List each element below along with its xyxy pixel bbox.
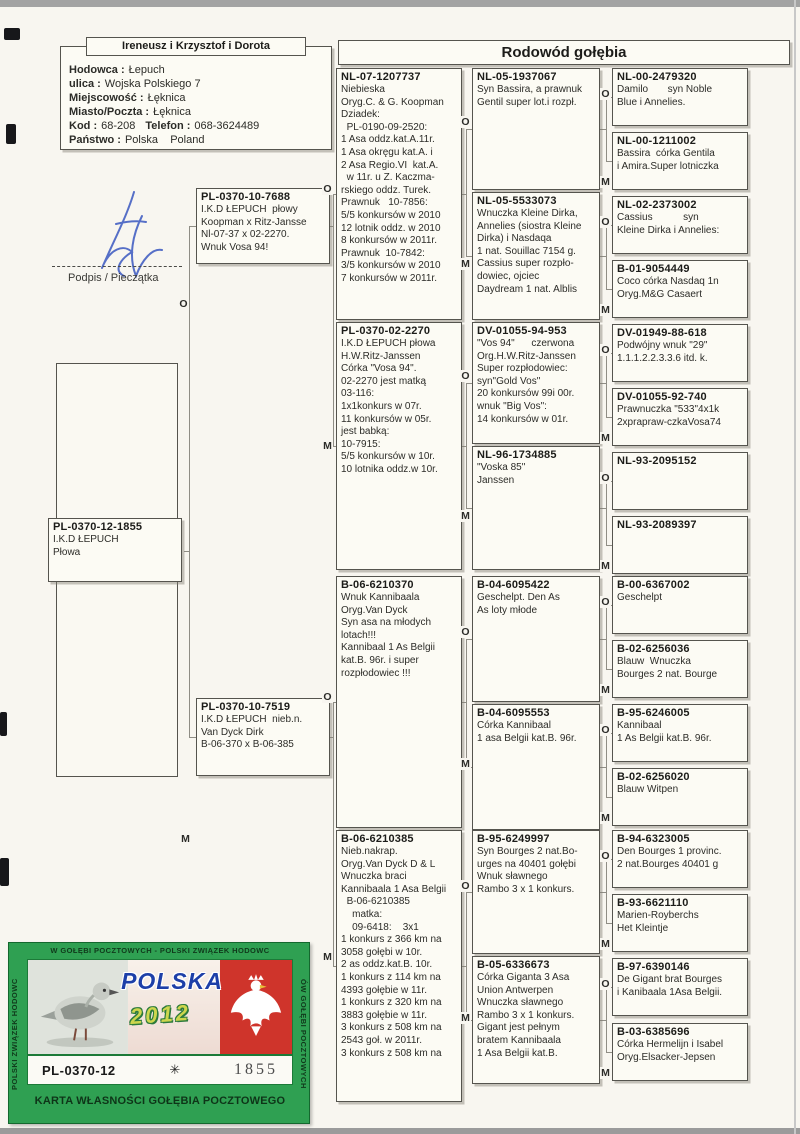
pedigree-notes: Damilo syn Noble Blue i Annelies. <box>617 84 713 108</box>
connector-line <box>189 226 190 737</box>
pedigree-box <box>612 640 748 698</box>
pedigree-box <box>472 956 600 1084</box>
pedigree-box <box>612 958 748 1016</box>
pedigree-notes: Marien-Royberchs Het Kleintje <box>617 910 699 934</box>
connector-line <box>606 733 607 797</box>
card-border-text-right: ÓW GOŁĘBI POCZTOWYCH <box>299 979 308 1089</box>
pedigree-box <box>612 516 748 574</box>
scan-edge-right <box>794 0 796 1134</box>
scan-smudge <box>4 28 20 40</box>
connector-line <box>462 702 467 703</box>
pedigree-notes: I.K.D ŁEPUCH nieb.n. Van Dyck Dirk B-06-370 x B-06-385 <box>201 714 303 751</box>
sex-marker: O <box>601 344 610 356</box>
ring-number: NL-93-2089397 <box>617 519 697 531</box>
pedigree-notes: Córka Kannibaal 1 asa Belgii kat.B. 96r. <box>477 720 577 744</box>
connector-line <box>606 481 607 545</box>
ring-number: PL-0370-02-2270 <box>341 325 431 337</box>
ownership-card <box>8 942 310 1124</box>
ring-number: B-01-9054449 <box>617 263 690 275</box>
connector-line <box>462 446 467 447</box>
connector-line <box>330 226 334 227</box>
connector-line <box>600 383 607 384</box>
ring-number: NL-93-2095152 <box>617 455 697 467</box>
connector-line <box>606 353 607 417</box>
sex-marker: O <box>601 88 610 100</box>
sex-marker: M <box>323 440 332 452</box>
ring-number: NL-07-1207737 <box>341 71 421 83</box>
pedigree-box-sire <box>196 188 330 264</box>
sex-marker: M <box>601 1067 610 1079</box>
connector-line <box>189 737 196 738</box>
pedigree-notes: Coco córka Nasdaq 1n Oryg.M&G Casaert <box>617 276 719 300</box>
field-value: 68-208 <box>101 120 136 132</box>
sex-marker: M <box>601 938 610 950</box>
pedigree-box <box>336 322 462 570</box>
sex-marker: M <box>461 258 470 270</box>
sex-marker: O <box>461 370 470 382</box>
ring-number: B-05-6336673 <box>477 959 550 971</box>
connector-line <box>600 508 607 509</box>
field-label: Kod : <box>69 120 98 132</box>
pedigree-notes: Córka Giganta 3 Asa Union Antwerpen Wnuczka sławnego Rambo 3 x 1 konkurs. Gigant jest pełnym bratem Kannibaala 1 Asa Belgii kat.B. <box>477 972 575 1059</box>
pedigree-box <box>336 576 462 828</box>
connector-line <box>600 892 607 893</box>
ring-number: B-95-6249997 <box>477 833 550 845</box>
pedigree-box <box>472 446 600 570</box>
ring-number: NL-00-2479320 <box>617 71 697 83</box>
connector-line <box>466 892 467 1020</box>
sex-marker: O <box>601 850 610 862</box>
pedigree-box <box>612 830 748 888</box>
pedigree-box <box>612 576 748 634</box>
pedigree-notes: "Voska 85" Janssen <box>477 462 526 486</box>
scan-smudge <box>6 124 16 144</box>
ring-number: B-02-6256020 <box>617 771 690 783</box>
ring-number: DV-01055-92-740 <box>617 391 707 403</box>
connector-line <box>466 639 467 767</box>
ring-number: PL-0370-12-1855 <box>53 521 143 533</box>
sex-marker: M <box>601 304 610 316</box>
sex-marker: M <box>461 758 470 770</box>
breeder-field <box>69 133 325 147</box>
pedigree-notes: De Gigant brat Bourges i Kanibaala 1Asa Belgii. <box>617 974 723 998</box>
pedigree-notes: Blauw Wnuczka Bourges 2 nat. Bourge <box>617 656 718 680</box>
pedigree-box-dam <box>196 698 330 776</box>
pedigree-notes: Bassira córka Gentila i Amira.Super lotniczka <box>617 148 719 172</box>
pedigree-box <box>472 192 600 320</box>
pedigree-notes: Syn Bassira, a prawnuk Gentil super lot.i rozpł. <box>477 84 583 108</box>
pedigree-box <box>612 324 748 382</box>
ring-number: B-06-6210385 <box>341 833 414 845</box>
ring-number: B-04-6095422 <box>477 579 550 591</box>
connector-line <box>462 966 467 967</box>
sex-marker: O <box>601 596 610 608</box>
breeder-field <box>69 77 325 91</box>
connector-line <box>600 767 607 768</box>
scan-smudge <box>0 712 7 736</box>
ring-number: NL-02-2373002 <box>617 199 697 211</box>
pedigree-notes: Córka Hermelijn i Isabel Oryg.Elsacker-Jepsen <box>617 1039 724 1063</box>
field-value: Łęknica <box>153 106 191 118</box>
pedigree-notes: Prawnuczka "533"4x1k 2xprapraw-czkaVosa74 <box>617 404 721 428</box>
sex-marker: M <box>461 510 470 522</box>
pedigree-notes: Den Bourges 1 provinc. 2 nat.Bourges 40401 g <box>617 846 722 870</box>
card-ring-row <box>27 1055 293 1085</box>
connector-line <box>466 129 467 256</box>
signature-caption: Podpis / Pieczątka <box>68 272 159 284</box>
pedigree-box <box>612 388 748 446</box>
pedigree-box <box>612 132 748 190</box>
sex-marker: M <box>601 560 610 572</box>
pedigree-notes: Geschelpt <box>617 592 663 603</box>
breeder-field <box>69 91 325 105</box>
pedigree-box <box>472 704 600 830</box>
field-label: Miejscowość : <box>69 92 144 104</box>
year-label: 2012 <box>129 999 192 1030</box>
pedigree-notes: Wnuczka Kleine Dirka, Annelies (siostra Kleine Dirka) i Nasdaqa 1 nat. Souillac 7154 g. Cassius super rozpło- dowiec, ojciec Daydream 1 nat. Alblis <box>477 208 582 295</box>
ring-number: NL-96-1734885 <box>477 449 557 461</box>
sex-marker: M <box>601 176 610 188</box>
connector-line <box>600 1020 607 1021</box>
connector-line <box>600 256 607 257</box>
ring-number: NL-00-1211002 <box>617 135 697 147</box>
pedigree-box <box>336 830 462 1102</box>
eagle-emblem <box>227 971 285 1043</box>
ring-number: DV-01949-88-618 <box>617 327 707 339</box>
ring-number: B-03-6385696 <box>617 1026 690 1038</box>
pedigree-notes: "Vos 94" czerwona Org.H.W.Ritz-Janssen Super rozpłodowiec: syn"Gold Vos" 20 konkursów 99i 00r. wnuk "Big Vos": 14 konkursów w 01r. <box>477 338 576 425</box>
sex-marker: O <box>323 691 332 703</box>
sex-marker: O <box>179 298 188 310</box>
field-label: Miasto/Poczta : <box>69 106 150 118</box>
pedigree-notes: Blauw Witpen <box>617 784 679 795</box>
sex-marker: M <box>601 812 610 824</box>
sex-marker: M <box>323 951 332 963</box>
sex-marker: M <box>601 432 610 444</box>
field-label: Telefon : <box>145 120 191 132</box>
pedigree-box <box>472 68 600 190</box>
ring-number: B-93-6621110 <box>617 897 689 909</box>
ring-number: NL-05-5533073 <box>477 195 557 207</box>
card-ring-number: PL-0370-12 <box>42 1062 116 1078</box>
connector-line <box>184 551 190 552</box>
connector-line <box>606 225 607 289</box>
pedigree-box <box>612 1023 748 1081</box>
ring-number: B-94-6323005 <box>617 833 690 845</box>
breeder-field <box>69 105 325 119</box>
signature-line <box>52 266 182 267</box>
connector-line <box>333 194 334 446</box>
breeder-names: Ireneusz i Krzysztof i Dorota <box>86 37 306 56</box>
ring-number: PL-0370-10-7519 <box>201 701 291 713</box>
connector-line <box>606 859 607 923</box>
field-value: Łepuch <box>128 64 165 76</box>
ring-number: B-04-6095553 <box>477 707 550 719</box>
sex-marker: M <box>461 1012 470 1024</box>
breeder-field <box>69 63 325 77</box>
card-border-text-left: POLSKI ZWIĄZEK HODOWC <box>10 978 19 1090</box>
scan-edge-top <box>0 0 800 7</box>
pedigree-notes: Niebieska Oryg.C. & G. Koopman Dziadek: PL-0190-09-2520: 1 Asa oddz.kat.A.11r. 1 Asa okręgu kat.A. i 2 Asa Regio.VI kat.A. w 11r. u Z. Kaczma- rskiego oddz. Turek. Prawnuk 10-7856: 5/5 konkursów w 2010 12 lotnik oddz. w 2010 8 konkursów w 2011r. Prawnuk 10-7842: 3/5 konkursów w 2010 7 konkursów w 2011r. <box>341 84 444 284</box>
ring-number: B-06-6210370 <box>341 579 414 591</box>
field-value: Polska Poland <box>124 134 205 146</box>
ring-number: PL-0370-10-7688 <box>201 191 291 203</box>
card-caption: KARTA WŁASNOŚCI GOŁĘBIA POCZTOWEGO <box>34 1095 286 1107</box>
pedigree-box <box>612 260 748 318</box>
sex-marker: O <box>461 880 470 892</box>
pedigree-box <box>336 68 462 320</box>
ring-number: NL-05-1937067 <box>477 71 557 83</box>
connector-line <box>600 639 607 640</box>
connector-line <box>606 605 607 669</box>
pedigree-box-subject <box>48 518 182 582</box>
sex-marker: O <box>601 978 610 990</box>
sex-marker: O <box>323 183 332 195</box>
pedigree-notes: I.K.D ŁEPUCH Płowa <box>53 534 119 558</box>
ring-number: DV-01055-94-953 <box>477 325 567 337</box>
sex-marker: O <box>461 626 470 638</box>
field-label: Państwo : <box>69 134 121 146</box>
ring-number: B-00-6367002 <box>617 579 690 591</box>
sex-marker: O <box>461 116 470 128</box>
pedigree-box <box>612 196 748 254</box>
field-value: 068-3624489 <box>194 120 260 132</box>
connector-line <box>189 226 196 227</box>
sex-marker: O <box>601 724 610 736</box>
page-title: Rodowód gołębia <box>338 40 790 65</box>
pedigree-box <box>612 768 748 826</box>
field-value: Wojska Polskiego 7 <box>104 78 201 90</box>
card-center <box>121 960 223 1054</box>
field-label: ulica : <box>69 78 101 90</box>
breeder-field <box>69 119 325 133</box>
card-serial: 1855 <box>234 1061 278 1078</box>
ring-number: B-97-6390146 <box>617 961 690 973</box>
pedigree-notes: Podwójny wnuk "29" 1.1.1.2.2.3.3.6 itd. k. <box>617 340 708 364</box>
scan-smudge <box>0 858 9 886</box>
pedigree-box <box>472 830 600 954</box>
ring-number: B-95-6246005 <box>617 707 690 719</box>
card-photo-area <box>27 959 293 1055</box>
pedigree-notes: I.K.D ŁEPUCH płowa H.W.Ritz-Janssen Córka "Vosa 94". 02-2270 jest matką 03-116: 1x1konkurs w 07r. 11 konkursów w 05r. jest babką: 10-7915: 5/5 konkursów w 10r. 10 lotnika oddz.w 10r. <box>341 338 438 475</box>
sex-marker: O <box>601 216 610 228</box>
star-icon: ✳ <box>169 1062 181 1077</box>
pedigree-box <box>472 576 600 702</box>
country-label: POLSKA <box>121 968 223 994</box>
pedigree-notes: Geschelpt. Den As As loty młode <box>477 592 560 616</box>
connector-line <box>333 702 334 966</box>
pedigree-box <box>612 704 748 762</box>
sex-marker: O <box>601 472 610 484</box>
connector-line <box>462 194 467 195</box>
ring-number: B-02-6256036 <box>617 643 690 655</box>
breeder-info-box <box>60 40 332 150</box>
scan-edge-bottom <box>0 1128 800 1134</box>
field-label: Hodowca : <box>69 64 125 76</box>
field-value: Łęknica <box>147 92 186 104</box>
card-border-text-top: W GOŁĘBI POCZTOWYCH - POLSKI ZWIĄZEK HODOWC <box>50 946 270 955</box>
pedigree-notes: I.K.D ŁEPUCH płowy Koopman x Ritz-Jansse Nl-07-37 x 02-2270. Wnuk Vosa 94! <box>201 204 307 253</box>
connector-line <box>330 737 334 738</box>
pedigree-notes: Syn Bourges 2 nat.Bo- urges na 40401 gołębi Wnuk sławnego Rambo 3 x 1 konkurs. <box>477 846 578 895</box>
connector-line <box>600 129 607 130</box>
sex-marker: M <box>601 684 610 696</box>
pedigree-notes: Cassius syn Kleine Dirka i Annelies: <box>617 212 720 236</box>
sex-marker: M <box>181 833 190 845</box>
pedigree-notes: Nieb.nakrap. Oryg.Van Dyck D & L Wnuczka braci Kannibaala 1 Asa Belgii B-06-6210385 matka: 09-6418: 3x1 1 konkurs z 366 km na 3058 gołębi w 10r. 2 as oddz.kat.B. 10r. 1 konkurs z 114 km na 4393 gołębie w 11r. 1 konkurs z 320 km na 3883 gołębie w 11r. 3 konkurs z 508 km na 2543 goł. w 2011r. 3 konkurs z 508 km na <box>341 846 447 1059</box>
pedigree-notes: Kannibaal 1 As Belgii kat.B. 96r. <box>617 720 712 744</box>
pedigree-notes: Wnuk Kannibaala Oryg.Van Dyck Syn asa na młodych lotach!!! Kannibaal 1 As Belgii kat.B. 96r. i super rozpłodowiec !!! <box>341 592 435 679</box>
pedigree-box <box>612 68 748 126</box>
pedigree-box <box>472 322 600 444</box>
pedigree-box <box>612 452 748 510</box>
pedigree-box <box>612 894 748 952</box>
